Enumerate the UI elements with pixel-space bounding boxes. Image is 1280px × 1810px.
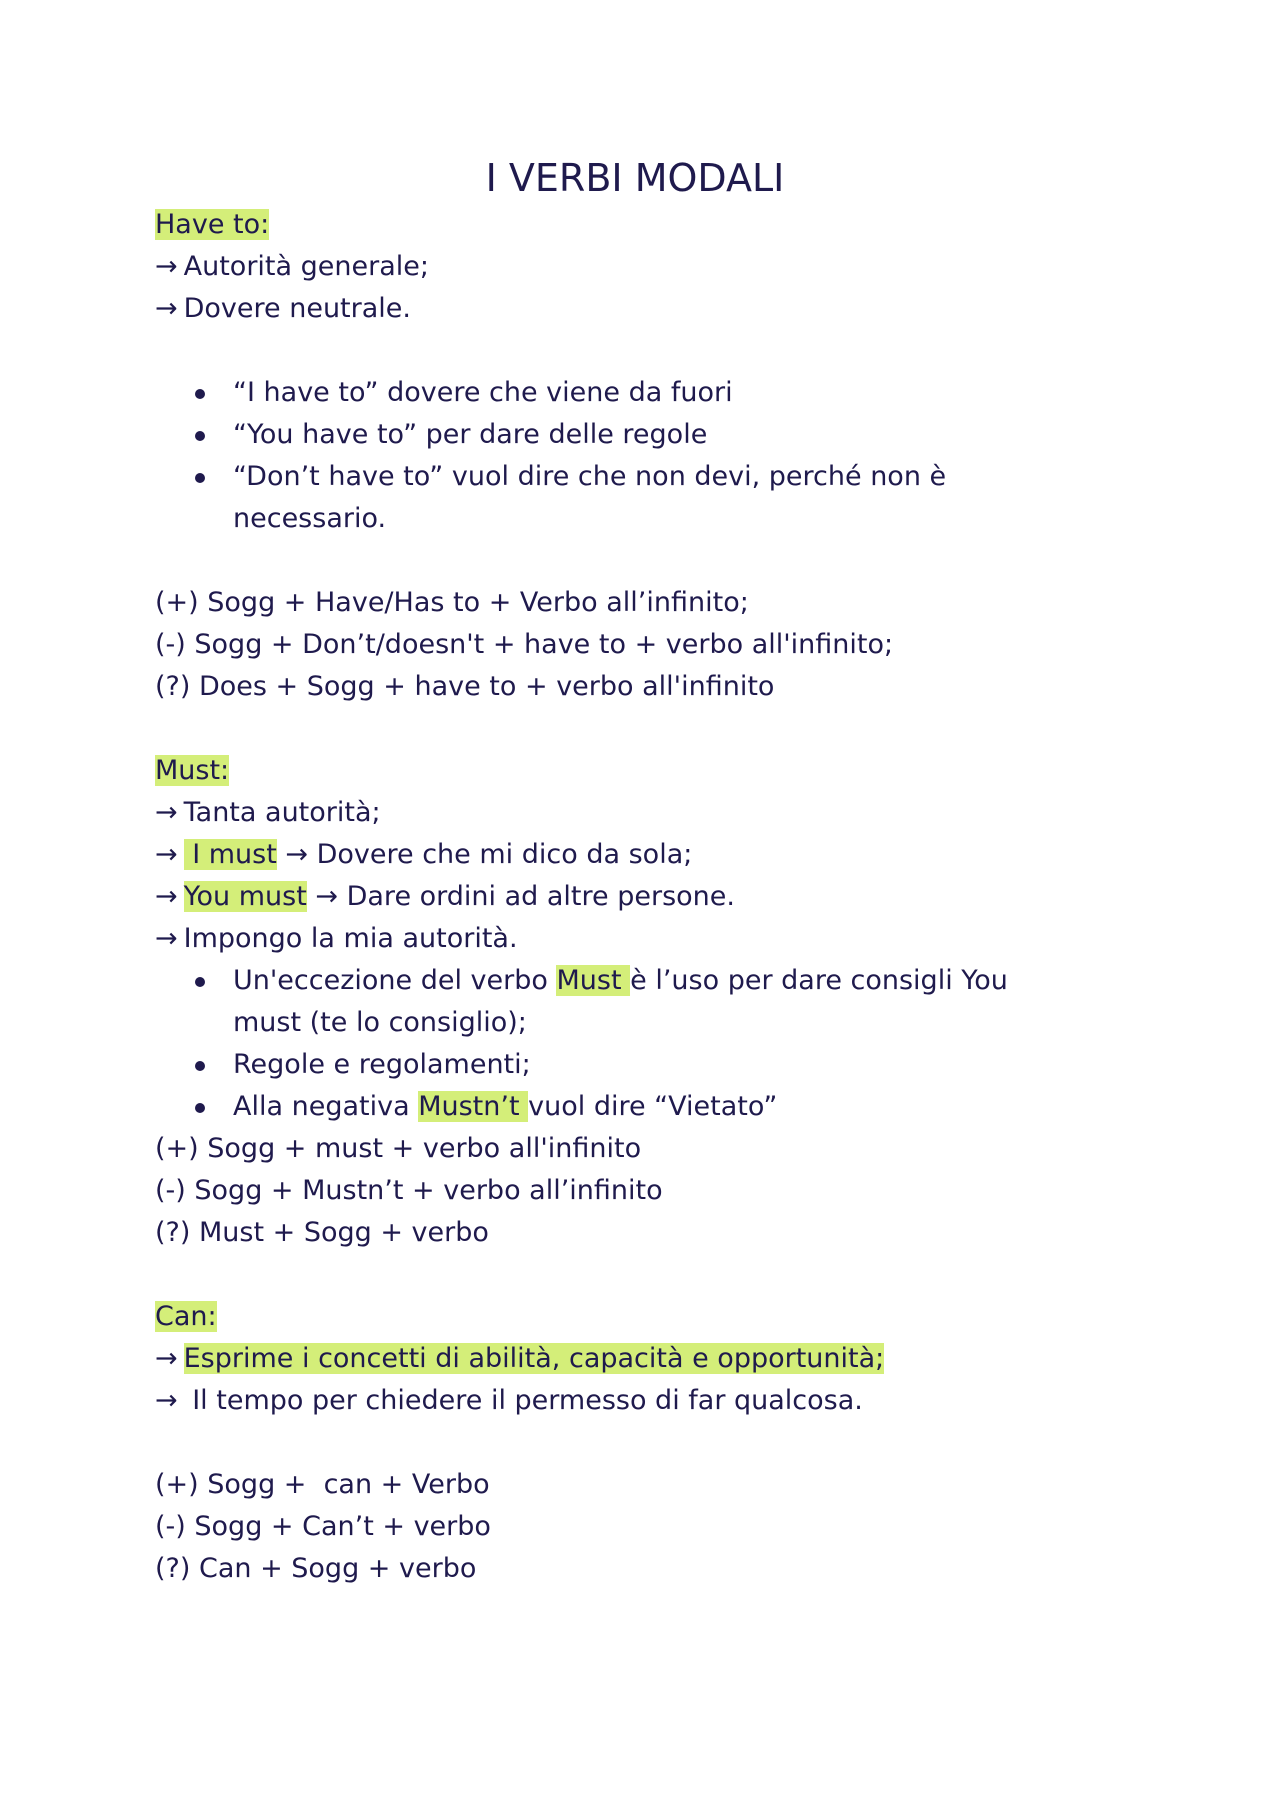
- bullet-icon: [195, 431, 205, 441]
- arrow-item-text: Autorità generale;: [183, 251, 429, 282]
- highlight: You must: [183, 881, 307, 912]
- highlight: Have to:: [155, 209, 270, 240]
- bullet-icon: [195, 1061, 205, 1071]
- highlight: Must: [556, 965, 631, 996]
- arrow-right-icon: →: [155, 1343, 178, 1374]
- bullet-icon: [195, 1103, 205, 1113]
- formula-positive: (+) Sogg + Have/Has to + Verbo all’infinito;: [155, 587, 749, 618]
- bullet-list: [155, 960, 1115, 1128]
- arrow-item-text: Impongo la mia autorità.: [183, 923, 518, 954]
- section-have-to: [155, 204, 1115, 708]
- spacer: [155, 708, 1115, 750]
- arrow-item: [155, 792, 1115, 834]
- arrow-right-icon: →: [155, 1385, 178, 1416]
- formula-question: (?) Does + Sogg + have to + verbo all'infinito: [155, 671, 775, 702]
- list-item: [155, 456, 973, 540]
- list-item-text: “You have to” per dare delle regole: [233, 419, 708, 450]
- highlight: I must: [183, 839, 277, 870]
- list-item-text: Un'eccezione del verbo: [233, 965, 557, 996]
- bullet-icon: [195, 389, 205, 399]
- section-must: [155, 750, 1115, 1254]
- highlight: Must:: [155, 755, 230, 786]
- section-heading-can: [155, 1296, 1115, 1338]
- formula-positive: (+) Sogg + must + verbo all'infinito: [155, 1133, 642, 1164]
- section-heading-must: [155, 750, 1115, 792]
- arrow-item: [155, 918, 1115, 960]
- highlight: Esprime i concetti di abilità, capacità e opportunità;: [183, 1343, 885, 1374]
- list-item: [155, 414, 1033, 456]
- arrow-item: [155, 246, 1115, 288]
- spacer: [155, 1422, 1115, 1464]
- formula-positive: (+) Sogg + can + Verbo: [155, 1469, 490, 1500]
- document-page: [155, 152, 1115, 1590]
- spacer: [155, 1254, 1115, 1296]
- highlight: Mustn’t: [418, 1091, 529, 1122]
- arrow-item: [155, 876, 1115, 918]
- arrow-item-text: Dovere neutrale.: [183, 293, 411, 324]
- arrow-right-icon: →: [155, 293, 178, 324]
- arrow-item: [155, 1338, 1115, 1380]
- list-item: [155, 372, 1033, 414]
- list-item-text: Regole e regolamenti;: [233, 1049, 531, 1080]
- list-item: [155, 1086, 1073, 1128]
- list-item-text: “I have to” dovere che viene da fuori: [233, 377, 733, 408]
- list-item: [155, 1044, 1073, 1086]
- bullet-icon: [195, 977, 205, 987]
- formula-negative: (-) Sogg + Don’t/doesn't + have to + verbo all'infinito;: [155, 629, 894, 660]
- page-title: I VERBI MODALI: [485, 156, 785, 200]
- list-item-text: è l’uso per dare consigli You must (te lo consiglio);: [233, 965, 1008, 1038]
- list-item-text: vuol dire “Vietato”: [528, 1091, 778, 1122]
- arrow-item: [155, 834, 1115, 876]
- spacer: [155, 330, 1115, 372]
- list-item-text: Alla negativa: [233, 1091, 419, 1122]
- arrow-item: [155, 1380, 1115, 1422]
- highlight: Can:: [155, 1301, 217, 1332]
- formula-question: (?) Must + Sogg + verbo: [155, 1217, 489, 1248]
- arrow-item-text: Il tempo per chiedere il permesso di far qualcosa.: [183, 1385, 863, 1416]
- arrow-right-icon: →: [155, 881, 178, 912]
- formula-negative: (-) Sogg + Mustn’t + verbo all’infinito: [155, 1175, 663, 1206]
- bullet-icon: [195, 473, 205, 483]
- arrow-right-icon: →: [155, 839, 178, 870]
- formula-negative: (-) Sogg + Can’t + verbo: [155, 1511, 491, 1542]
- arrow-right-icon: →: [155, 797, 178, 828]
- bullet-list: [155, 372, 1115, 540]
- arrow-item-text: → Dovere che mi dico da sola;: [276, 839, 693, 870]
- arrow-right-icon: →: [155, 923, 178, 954]
- spacer: [155, 540, 1115, 582]
- list-item: [155, 960, 1033, 1044]
- arrow-item: [155, 288, 1115, 330]
- list-item-text: “Don’t have to” vuol dire che non devi, perché non è necessario.: [233, 461, 947, 534]
- section-can: [155, 1296, 1115, 1590]
- formula-question: (?) Can + Sogg + verbo: [155, 1553, 477, 1584]
- arrow-item-text: → Dare ordini ad altre persone.: [306, 881, 735, 912]
- section-heading-have-to: [155, 204, 1115, 246]
- arrow-item-text: Tanta autorità;: [183, 797, 381, 828]
- arrow-right-icon: →: [155, 251, 178, 282]
